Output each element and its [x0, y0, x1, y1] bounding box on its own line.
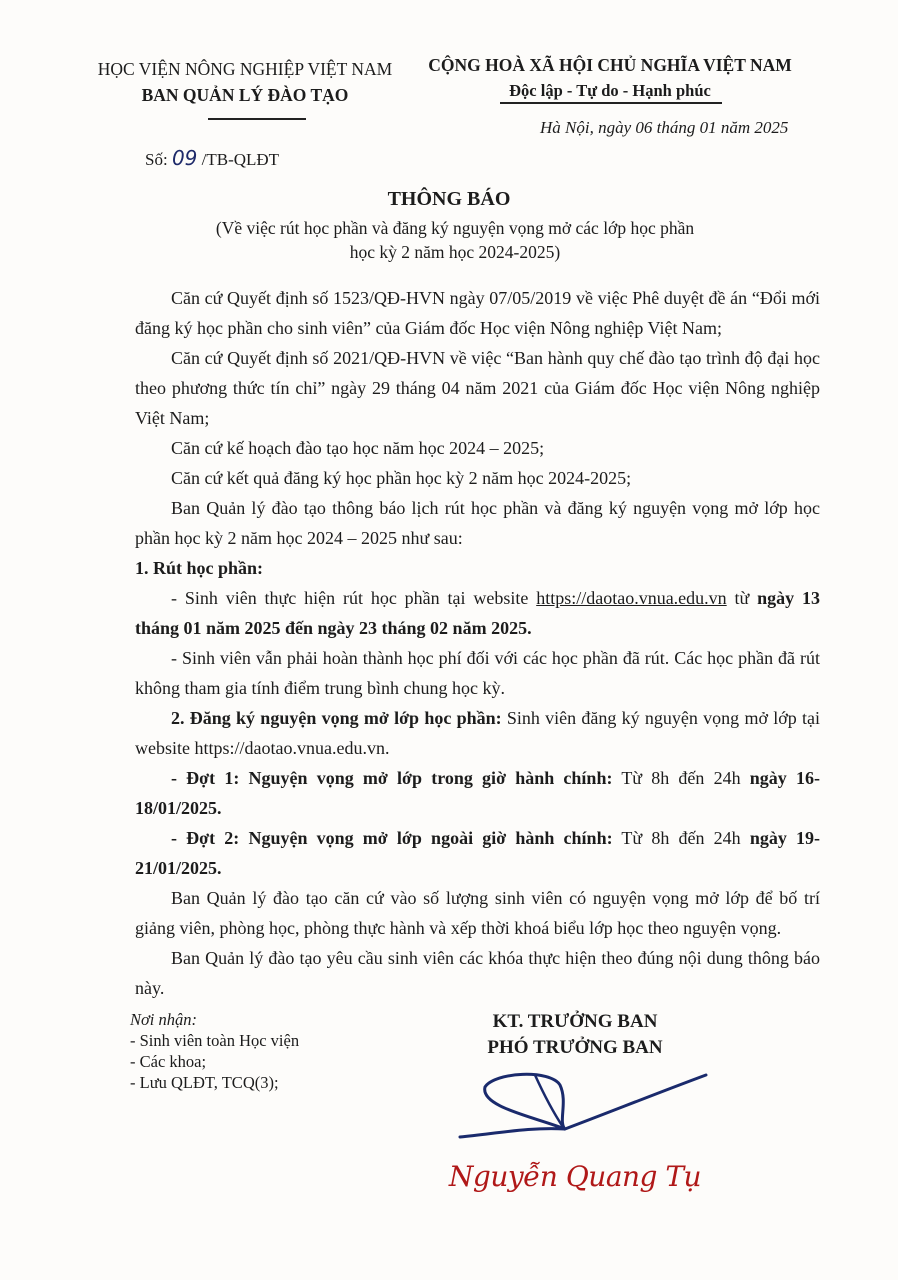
section-2	[135, 703, 820, 763]
signatory-block	[440, 1009, 710, 1061]
intro-paragraph: Ban Quản lý đào tạo thông báo lịch rút học phần và đăng ký nguyện vọng mở lớp học phần học kỳ 2 năm học 2024 – 2025 như sau:	[135, 498, 820, 548]
signatory-title: KT. TRƯỞNG BAN	[492, 1011, 658, 1032]
recipients-label: Nơi nhận:	[130, 1010, 198, 1029]
signatory-name: Nguyễn Quang Tụ	[448, 1160, 702, 1193]
round-2	[135, 823, 820, 883]
round-1-label: - Đợt 1: Nguyện vọng mở lớp trong giờ hành chính:	[171, 768, 613, 788]
subtitle-line2: học kỳ 2 năm học 2024-2025)	[349, 242, 561, 262]
text: từ	[726, 588, 758, 608]
section-2-heading: 2. Đăng ký nguyện vọng mở lớp học phần:	[171, 708, 502, 728]
doc-number-prefix: Số:	[145, 150, 168, 169]
basis-paragraph: Căn cứ kết quả đăng ký học phần học kỳ 2 năm học 2024-2025;	[171, 468, 632, 488]
text: Từ 8h đến 24h	[612, 828, 750, 848]
document-subtitle	[0, 216, 898, 264]
section-1-item: - Sinh viên vẫn phải hoàn thành học phí đối với các học phần đã rút. Các học phần đã rút không tham gia tính điểm trung bình chung học kỳ.	[135, 648, 820, 698]
round-1-date: ngày 16-18/01/2025.	[135, 768, 820, 818]
motto-underline	[500, 102, 722, 104]
document-title: THÔNG BÁO	[387, 188, 511, 210]
national-title: CỘNG HOÀ XÃ HỘI CHỦ NGHĨA VIỆT NAM	[428, 55, 792, 75]
text: Sinh viên đăng ký nguyện vọng mở lớp tại website https://daotao.vnua.edu.vn.	[135, 708, 820, 758]
subtitle-line1: (Về việc rút học phần và đăng ký nguyện vọng mở các lớp học phần	[215, 218, 695, 238]
round-2-date: ngày 19-21/01/2025.	[135, 828, 820, 878]
withdraw-period: ngày 13 tháng 01 năm 2025 đến ngày 23 tháng 02 năm 2025.	[135, 588, 821, 638]
basis-paragraph: Căn cứ Quyết định số 1523/QĐ-HVN ngày 07/05/2019 về việc Phê duyệt đề án “Đổi mới đăng ký học phần cho sinh viên” của Giám đốc Học viện Nông nghiệp Việt Nam;	[135, 288, 820, 338]
closing-paragraph: Ban Quản lý đào tạo căn cứ vào số lượng sinh viên có nguyện vọng mở lớp để bố trí giảng viên, phòng học, phòng thực hành và xếp thời khoá biểu lớp học theo nguyện vọng.	[135, 888, 820, 938]
closing-paragraph: Ban Quản lý đào tạo yêu cầu sinh viên các khóa thực hiện theo đúng nội dung thông báo này.	[135, 948, 820, 998]
place-date: Hà Nội, ngày 06 tháng 01 năm 2025	[540, 118, 789, 137]
basis-paragraph: Căn cứ Quyết định số 2021/QĐ-HVN về việc “Ban hành quy chế đào tạo trình độ đại học theo phương thức tín chỉ” ngày 29 tháng 04 năm 2021 của Giám đốc Học viện Nông nghiệp Việt Nam;	[135, 348, 820, 428]
document-footer	[130, 1009, 820, 1194]
basis-paragraph: Căn cứ kế hoạch đào tạo học năm học 2024 – 2025;	[171, 438, 545, 458]
signatory-position: PHÓ TRƯỞNG BAN	[487, 1037, 663, 1058]
handwritten-signature	[440, 1067, 710, 1142]
round-1	[135, 763, 820, 823]
issuer-block	[90, 56, 400, 108]
document-number	[145, 146, 279, 170]
national-header	[410, 52, 810, 104]
section-1-item	[135, 583, 820, 643]
section-1-heading: 1. Rút học phần:	[135, 558, 264, 578]
text: - Sinh viên thực hiện rút học phần tại website	[171, 588, 537, 608]
national-motto: Độc lập - Tự do - Hạnh phúc	[509, 81, 711, 100]
recipient-item: - Sinh viên toàn Học viện	[130, 1031, 300, 1050]
round-2-label: - Đợt 2: Nguyện vọng mở lớp ngoài giờ hành chính:	[171, 828, 613, 848]
document-content	[130, 283, 820, 1194]
website-link[interactable]: https://daotao.vnua.edu.vn	[536, 588, 727, 608]
text: Từ 8h đến 24h	[612, 768, 750, 788]
doc-number-value: 09	[171, 146, 198, 170]
recipient-item: - Lưu QLĐT, TCQ(3);	[130, 1073, 279, 1092]
recipient-item: - Các khoa;	[130, 1052, 207, 1071]
issuer-underline	[208, 118, 306, 120]
recipients	[130, 1009, 430, 1194]
document-body	[130, 283, 820, 1003]
signatory-column	[440, 1009, 710, 1194]
issuer-institution: HỌC VIỆN NÔNG NGHIỆP VIỆT NAM	[97, 59, 393, 79]
issuer-department: BAN QUẢN LÝ ĐÀO TẠO	[141, 85, 349, 105]
doc-number-suffix: /TB-QLĐT	[201, 150, 280, 169]
